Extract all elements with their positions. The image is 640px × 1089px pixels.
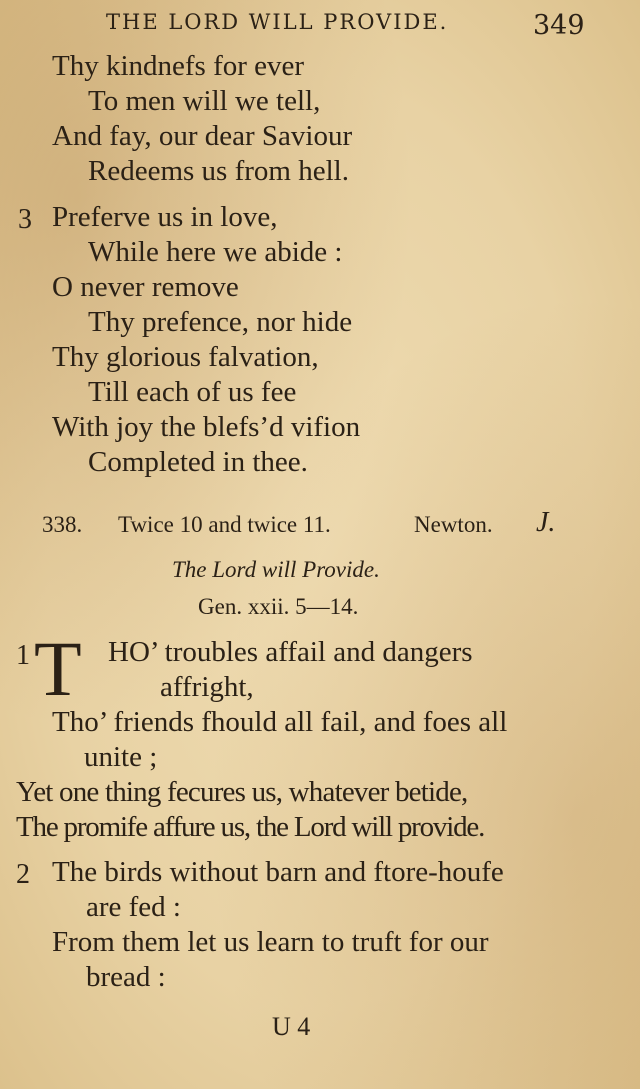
verse-line: The birds without barn and ftore-houfe <box>52 856 504 888</box>
verse-line: bread : <box>86 961 166 993</box>
verse-line: are fed : <box>86 891 181 923</box>
verse-line: O never remove <box>52 271 239 303</box>
drop-cap: T <box>34 625 82 712</box>
verse-line: unite ; <box>84 741 158 773</box>
signature-mark: U 4 <box>272 1012 311 1041</box>
verse-line: Thy glorious falvation, <box>52 341 319 373</box>
page-number: 349 <box>533 10 585 41</box>
verse-line: Thy prefence, nor hide <box>88 306 353 338</box>
verse-line: Completed in thee. <box>88 446 308 478</box>
running-title: THE LORD WILL PROVIDE. <box>106 10 449 34</box>
verse-line: The promife affure us, the Lord will provide. <box>16 811 485 843</box>
hymn-title: The Lord will Provide. <box>172 557 380 582</box>
verse-line: And fay, our dear Saviour <box>52 120 353 152</box>
author-mark: J. <box>536 507 556 538</box>
hymn-number: 338. <box>42 512 83 537</box>
stanza-number: 3 <box>18 204 32 235</box>
verse-line: affright, <box>160 671 254 703</box>
verse-line: With joy the blefs’d vifion <box>52 411 361 443</box>
verse-line: Yet one thing fecures us, whatever betide, <box>16 776 468 808</box>
hymn-meter: Twice 10 and twice 11. <box>118 512 331 537</box>
hymn-tune: Newton. <box>414 512 493 537</box>
verse-line: While here we abide : <box>88 236 343 268</box>
stanza-number: 2 <box>16 859 30 890</box>
verse-line: Preferve us in love, <box>52 201 278 233</box>
verse-line: From them let us learn to truft for our <box>52 926 489 958</box>
stanza-number: 1 <box>16 640 30 671</box>
scripture-reference: Gen. xxii. 5—14. <box>198 594 359 619</box>
verse-line: HO’ troubles affail and dangers <box>108 636 473 668</box>
verse-line: Redeems us from hell. <box>88 155 349 187</box>
verse-line: Tho’ friends fhould all fail, and foes all <box>52 706 508 738</box>
verse-line: Thy kindnefs for ever <box>52 50 305 82</box>
verse-line: Till each of us fee <box>88 376 297 408</box>
verse-line: To men will we tell, <box>88 85 321 117</box>
